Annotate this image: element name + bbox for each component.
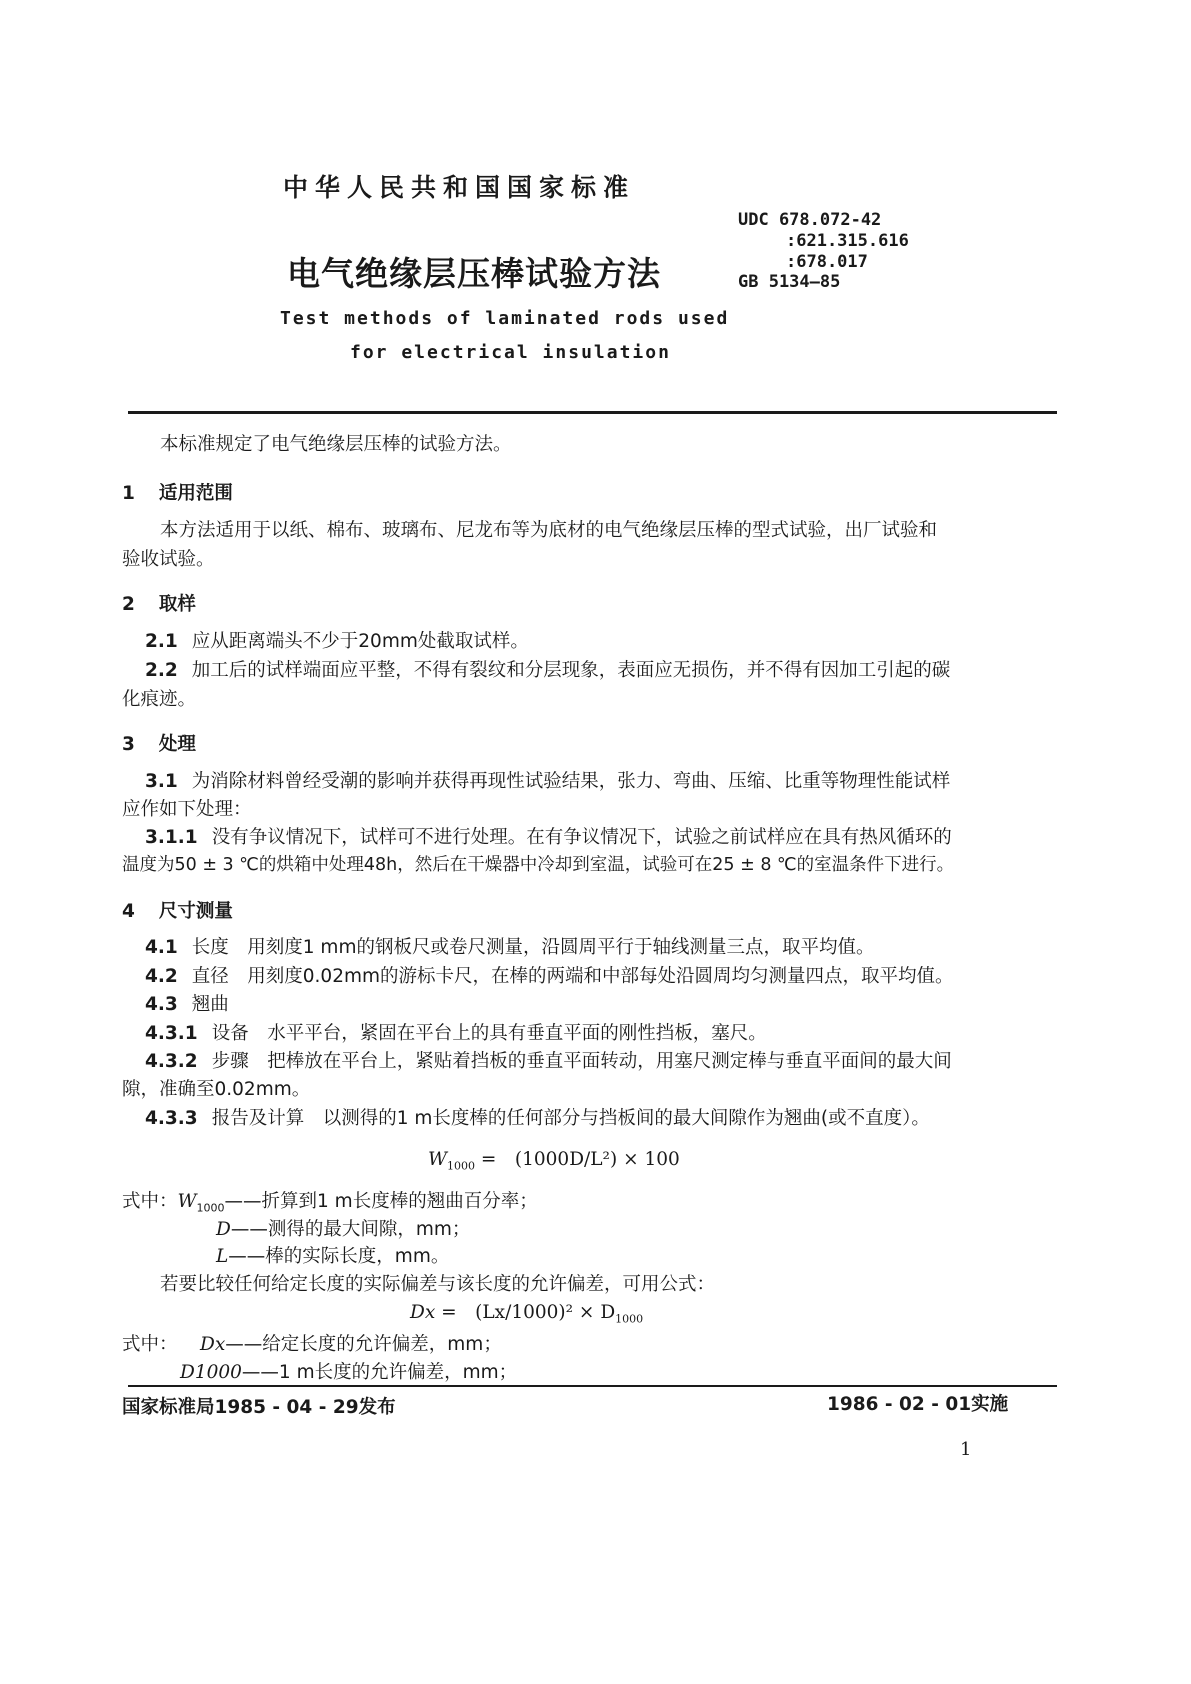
formula-warp — [428, 1145, 680, 1173]
clause-4-1 — [145, 933, 874, 959]
formula-rhs-sub: 1000 — [615, 1312, 644, 1326]
where-w1000 — [122, 1187, 538, 1215]
section-number: 3 — [122, 734, 135, 755]
section-title: 适用范围 — [158, 483, 233, 504]
effective-date: 1986 - 02 - 01实施 — [827, 1394, 1009, 1415]
header-divider — [128, 411, 1057, 414]
clause-text: 加工后的试样端面应平整，不得有裂纹和分层现象，表面应无损伤，并不得有因加工引起的碳 — [191, 660, 951, 681]
section-1-heading — [122, 479, 233, 505]
formula-deviation — [410, 1298, 643, 1326]
footer-divider — [128, 1385, 1057, 1387]
clause-2-2 — [145, 656, 950, 682]
clause-4-3-3 — [145, 1104, 930, 1130]
clause-text: 直径 用刻度0.02mm的游标卡尺，在棒的两端和中部每处沿圆周均匀测量四点，取平均值。 — [191, 966, 954, 987]
where-d — [216, 1215, 470, 1241]
section-title: 处理 — [158, 734, 196, 755]
standard-name: 中华人民共和国国家标准 — [283, 173, 636, 202]
clause-text: 翘曲 — [191, 994, 229, 1015]
gb-number: GB 5134—85 — [738, 272, 841, 292]
symbol-l: L — [216, 1246, 229, 1267]
clause-text: 长度 用刻度1 mm的钢板尺或卷尺测量，沿圆周平行于轴线测量三点，取平均值。 — [191, 937, 875, 958]
clause-number: 4.2 — [145, 966, 178, 987]
clause-text: 设备 水平平台，紧固在平台上的具有垂直平面的刚性挡板，塞尺。 — [211, 1023, 767, 1044]
clause-2-2-cont: 化痕迹。 — [122, 689, 197, 710]
formula-rhs: = (Lx/1000)² × D — [441, 1302, 616, 1323]
clause-number: 2.1 — [145, 631, 178, 652]
udc-code-line3: :678.017 — [786, 252, 868, 272]
section-2-heading — [122, 590, 196, 616]
section-number: 1 — [122, 483, 135, 504]
formula-lhs: Dx — [410, 1302, 436, 1323]
where-desc: ——1 m长度的允许偏差，mm； — [241, 1362, 518, 1383]
where-desc: ——给定长度的允许偏差，mm； — [225, 1334, 502, 1355]
symbol-w-sub: 1000 — [196, 1201, 225, 1215]
section-number: 2 — [122, 594, 135, 615]
clause-text: 应从距离端头不少于20mm处截取试样。 — [191, 631, 529, 652]
clause-3-1-1-cont: 温度为50 ± 3 ℃的烘箱中处理48h，然后在干燥器中冷却到室温，试验可在25 ± 8 ℃的室温条件下进行。 — [122, 855, 955, 875]
clause-number: 4.3.1 — [145, 1023, 198, 1044]
intro-text: 本标准规定了电气绝缘层压棒的试验方法。 — [160, 434, 512, 455]
where-dx — [200, 1330, 502, 1356]
clause-number: 4.3.3 — [145, 1108, 198, 1129]
clause-text: 没有争议情况下，试样可不进行处理。在有争议情况下，试验之前试样应在具有热风循环的 — [211, 827, 952, 848]
clause-3-1 — [145, 767, 950, 793]
clause-text: 为消除材料曾经受潮的影响并获得再现性试验结果，张力、弯曲、压缩、比重等物理性能试样 — [191, 771, 951, 792]
symbol-w: W — [177, 1191, 197, 1212]
clause-3-1-1 — [145, 823, 952, 849]
section-1-text-cont: 验收试验。 — [122, 549, 215, 570]
clause-number: 3.1.1 — [145, 827, 198, 848]
where-label-2: 式中： — [122, 1334, 178, 1355]
symbol-d1000: D1000 — [180, 1362, 242, 1383]
clause-4-3 — [145, 990, 229, 1016]
symbol-d: D — [216, 1219, 231, 1240]
document-title-en-line2: for electrical insulation — [350, 342, 671, 363]
section-title: 取样 — [158, 594, 196, 615]
issue-date: 国家标准局1985 - 04 - 29发布 — [122, 1397, 396, 1418]
section-4-heading — [122, 897, 233, 923]
clause-number: 4.3 — [145, 994, 178, 1015]
udc-code-line2: :621.315.616 — [786, 231, 909, 251]
clause-number: 4.1 — [145, 937, 178, 958]
formula-lhs: W — [428, 1149, 448, 1170]
section-3-heading — [122, 730, 196, 756]
page-number: 1 — [960, 1439, 972, 1460]
section-1-text: 本方法适用于以纸、棉布、玻璃布、尼龙布等为底材的电气绝缘层压棒的型式试验，出厂试验和 — [160, 520, 938, 541]
formula-rhs: = (1000D/L²) × 100 — [480, 1149, 680, 1170]
section-number: 4 — [122, 901, 135, 922]
clause-number: 2.2 — [145, 660, 178, 681]
where-d1000 — [180, 1358, 517, 1384]
clause-text: 报告及计算 以测得的1 m长度棒的任何部分与挡板间的最大间隙作为翘曲(或不直度）。 — [211, 1108, 930, 1129]
where-desc: ——测得的最大间隙，mm； — [230, 1219, 471, 1240]
clause-4-3-2 — [145, 1047, 952, 1073]
where-desc: ——棒的实际长度，mm。 — [228, 1246, 450, 1267]
symbol-dx: Dx — [200, 1334, 226, 1355]
clause-number: 4.3.2 — [145, 1051, 198, 1072]
compare-text: 若要比较任何给定长度的实际偏差与该长度的允许偏差，可用公式： — [160, 1274, 716, 1295]
formula-lhs-sub: 1000 — [447, 1159, 476, 1173]
document-title-en-line1: Test methods of laminated rods used — [280, 308, 730, 329]
clause-2-1 — [145, 627, 529, 653]
where-desc: ——折算到1 m长度棒的翘曲百分率； — [224, 1191, 538, 1212]
section-title: 尺寸测量 — [158, 901, 233, 922]
clause-text: 步骤 把棒放在平台上，紧贴着挡板的垂直平面转动，用塞尺测定棒与垂直平面间的最大间 — [211, 1051, 952, 1072]
udc-code: UDC 678.072-42 — [738, 210, 882, 230]
where-l — [216, 1242, 449, 1268]
where-label: 式中： — [122, 1191, 178, 1212]
document-title-cn: 电气绝缘层压棒试验方法 — [287, 254, 661, 293]
clause-number: 3.1 — [145, 771, 178, 792]
clause-4-3-1 — [145, 1019, 767, 1045]
clause-4-2 — [145, 962, 954, 988]
clause-4-3-2-cont: 隙，准确至0.02mm。 — [122, 1079, 311, 1100]
clause-3-1-cont: 应作如下处理： — [122, 799, 252, 820]
